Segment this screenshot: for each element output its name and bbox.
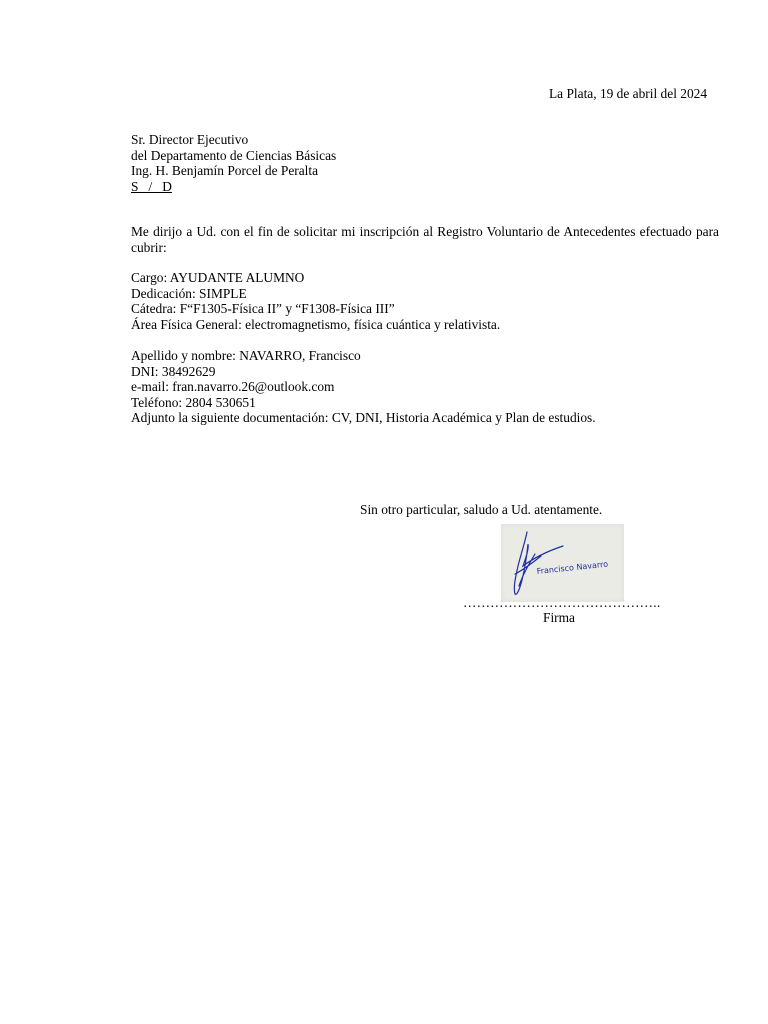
intro-text: Me dirijo a Ud. con el fin de solicitar mi inscripción al Registro Voluntario de Antecedentes efectuado para cubrir:	[131, 224, 719, 255]
dedicacion-line: Dedicación: SIMPLE	[131, 285, 247, 301]
catedra-line: Cátedra: F“F1305-Física II” y “F1308-Física III”	[131, 301, 395, 316]
area-line: Área Física General: electromagnetismo, física cuántica y relativista.	[131, 316, 501, 332]
recipient-department: del Departamento de Ciencias Básicas	[131, 147, 337, 163]
handwritten-signature	[501, 524, 624, 602]
signature-image	[501, 524, 624, 602]
intro-paragraph	[131, 224, 719, 256]
recipient-sd: S / D	[131, 178, 172, 194]
adjunto-line: Adjunto la siguiente documentación: CV, DNI, Historia Académica y Plan de estudios.	[131, 410, 596, 425]
closing-text: Sin otro particular, saludo a Ud. atentamente.	[360, 502, 603, 517]
telefono-line: Teléfono: 2804 530651	[131, 394, 256, 410]
personal-details	[131, 348, 596, 426]
apellido-line: Apellido y nombre: NAVARRO, Francisco	[131, 348, 361, 363]
dni-line: DNI: 38492629	[131, 363, 216, 379]
recipient-block	[131, 132, 336, 194]
firma-label: Firma	[543, 610, 575, 625]
cargo-line: Cargo: AYUDANTE ALUMNO	[131, 270, 305, 285]
position-details	[131, 270, 500, 332]
email-line: e-mail: fran.navarro.26@outlook.com	[131, 379, 335, 394]
recipient-title: Sr. Director Ejecutivo	[131, 132, 249, 147]
recipient-name: Ing. H. Benjamín Porcel de Peralta	[131, 163, 319, 178]
place-date: La Plata, 19 de abril del 2024	[549, 86, 708, 101]
signature-text: Francisco Navarro	[536, 559, 609, 576]
signature-dotted-line: ……………………………………..	[463, 595, 661, 610]
